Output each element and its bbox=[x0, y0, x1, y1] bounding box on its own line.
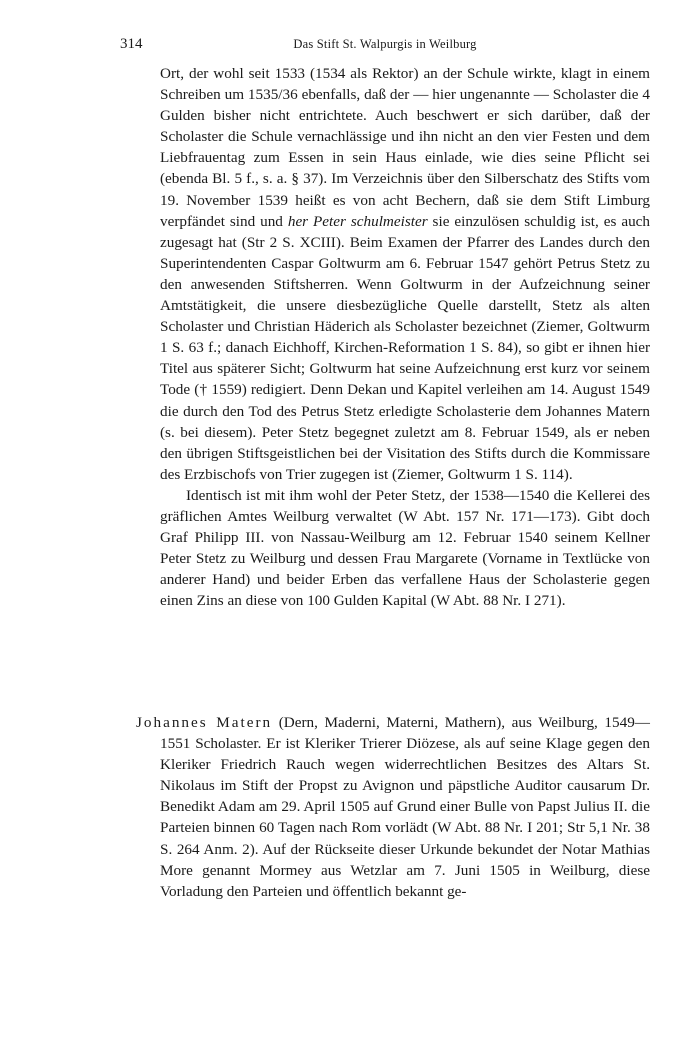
quoted-term-italic: her Peter schulmeister bbox=[287, 212, 428, 230]
entry-text: (Dern, Maderni, Materni, Mathern), aus Weilburg, 1549—1551 Scholaster. Er ist Kleriker Trierer Diözese, als auf seine Klage gegen den Kleriker Friedrich Rauch wegen widerrechtlichen Besitzes des Altars St. Nikolaus im Stift der Propst zu Avignon und päpstliche Auditor causarum Dr. Benedikt Adam am 29. April 1505 auf Grund einer Bulle von Papst Julius II. die Parteien binnen 60 Tagen nach Rom vorlädt (W Abt. 88 Nr. I 201; Str 5,1 Nr. 38 S. 264 Anm. 2). Auf der Rückseite dieser Urkunde bekundet der Notar Mathias More genannt Mormey aus Wetzlar am 7. Juni 1505 in Weilburg, diese Vorladung den Parteien und öffentlich bekannt ge- bbox=[160, 714, 650, 900]
paragraph-1-part-b: sie einzulösen schuldig ist, es auch zugesagt hat (Str 2 S. XCIII). Beim Examen der Pfarrer des Landes durch den Superintendenten Caspar Goltwurm am 6. Februar 1547 gehört Petrus Stetz zu den anwesenden Stiftsherren. Wenn Goltwurm in der Aufzeichnung seiner Amtstätigkeit, die unsere diesbezügliche Quelle darstellt, Stetz als alten Scholaster und Christian Häderich als Scholaster bezeichnet (Ziemer, Goltwurm 1 S. 63 f.; danach Eichhoff, Kirchen-Reformation 1 S. 84), so gibt er ihnen hier Titel aus späterer Sicht; Goltwurm hat seine Aufzeichnung erst kurz vor seinem Tode († 1559) redigiert. Denn Dekan und Kapitel verleihen am 14. August 1549 die durch den Tod des Petrus Stetz erledigte Scholasterie dem Johannes Matern (s. bei diesem). Peter Stetz begegnet zuletzt am 8. Februar 1549, als er neben den übrigen Stiftsgeistlichen bei der Visitation des Stifts durch die Kommissare des Erzbischofs von Trier zugegen ist (Ziemer, Goltwurm 1 S. 114). bbox=[160, 212, 650, 483]
running-title: Das Stift St. Walpurgis in Weilburg bbox=[293, 37, 477, 51]
paragraph-2: Identisch ist mit ihm wohl der Peter Stetz, der 1538—1540 die Kellerei des gräflichen Amtes Weilburg verwaltet (W Abt. 157 Nr. 171—173). Gibt doch Graf Philipp III. von Nassau-Weilburg am 12. Februar 1540 seinem Kellner Peter Stetz zu Weilburg und dessen Frau Margarete (Vorname in Textlücke von anderer Hand) und beider Erben das verfallene Haus der Scholasterie gegen einen Zins an diese von 100 Gulden Kapital (W Abt. 88 Nr. I 271). bbox=[160, 486, 650, 610]
entry-paragraph bbox=[136, 712, 650, 902]
paragraph-1 bbox=[160, 63, 650, 485]
paragraph-1-part-a: Ort, der wohl seit 1533 (1534 als Rektor) an der Schule wirkte, klagt in einem Schreiben um 1535/36 ebenfalls, daß der — hier ungenannte — Scholaster die 4 Gulden bisher nicht entrichtete. Auch beschwert er sich darüber, daß der Scholaster die Schule vernachlässige und ihn nicht an den vier Festen und dem Liebfrauentag zum Essen in sein Haus einlade, wie dies seine Pflicht sei (ebenda Bl. 5 f., s. a. § 37). Im Verzeichnis über den Silberschatz des Stifts vom 19. November 1539 heißt es von acht Bechern, daß sie dem Stift Limburg verpfändet sind und bbox=[160, 65, 650, 230]
page-number: 314 bbox=[120, 36, 143, 52]
entry-name: Johannes Matern bbox=[136, 714, 273, 731]
continued-entry-text bbox=[160, 63, 650, 611]
page-header bbox=[120, 36, 650, 56]
entry-johannes-matern bbox=[136, 712, 650, 902]
